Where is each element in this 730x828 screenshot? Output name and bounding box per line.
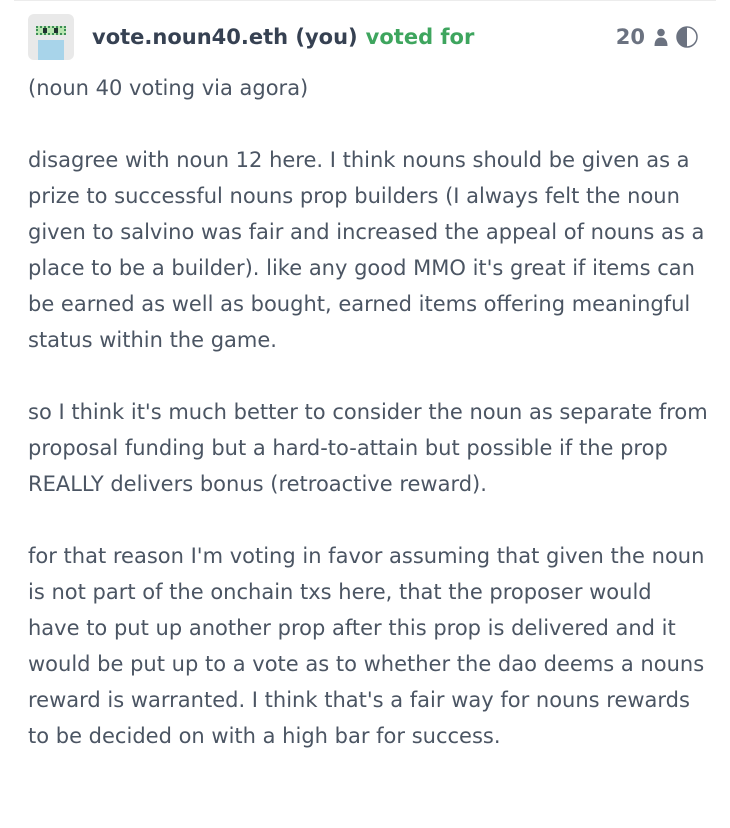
paragraph: disagree with noun 12 here. I think nouns should be given as a prize to successful nouns prop builders (I always felt the noun given to salvino was fair and increased the appeal of nouns as a place to be a builder). like any good MMO it's great if items can be earned as well as bought, earned items offering meaningful status within the game. <box>28 148 705 352</box>
vote-direction: voted for <box>365 25 475 49</box>
paragraph: for that reason I'm voting in favor assuming that given the noun is not part of the onchain txs here, that the proposer would have to put up another prop after this prop is delivered and it would be put up to a vote as to whether the dao deems a nouns reward is warranted. I think that's a fair way for nouns rewards to be decided on with a high bar for success. <box>28 544 705 748</box>
vote-count: 20 <box>615 25 645 49</box>
right-eye <box>54 28 58 33</box>
noun-glasses <box>36 26 66 35</box>
left-eye <box>43 28 47 33</box>
voter-name[interactable]: vote.noun40.eth (you) <box>92 25 358 49</box>
vote-header <box>28 14 698 60</box>
divider <box>14 0 716 1</box>
half-circle-icon <box>676 26 698 48</box>
vote-reason <box>28 70 708 790</box>
avatar[interactable] <box>28 14 74 60</box>
vote-weight <box>616 25 698 49</box>
noun-body <box>38 40 64 60</box>
vote-source: (noun 40 voting via agora) <box>28 76 309 100</box>
person-icon <box>654 28 668 46</box>
paragraph: so I think it's much better to consider the noun as separate from proposal funding but a hard-to-attain but possible if the prop REALLY delivers bonus (retroactive reward). <box>28 400 708 496</box>
